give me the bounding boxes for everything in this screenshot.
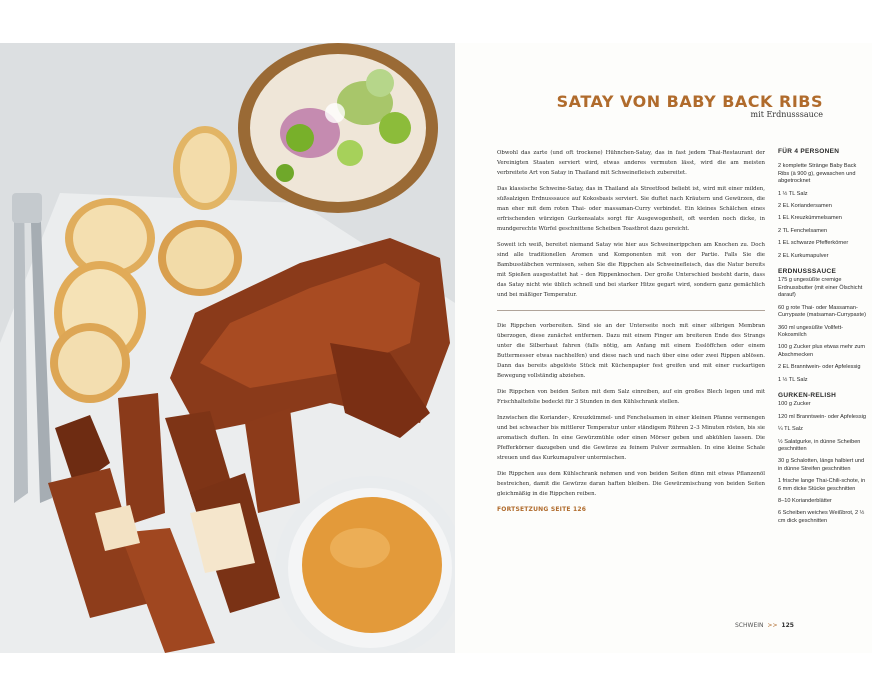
ingredient-item: 60 g rote Thai- oder Massaman-Currypaste (matsaman-Currypaste)	[778, 304, 866, 319]
pickle-bowl-icon	[238, 43, 438, 213]
sauce-heading: ERDNUSSSAUCE	[778, 268, 837, 276]
instructions-column	[497, 148, 765, 515]
ingredient-item: 2 TL Fenchelsamen	[778, 227, 828, 234]
intro-paragraph: Soweit ich weiß, bereitet niemand Satay wie hier aus Schweinerippchen am Knochen zu. Doch sind alle traditionellen Aromen und Komponenten mit von der Partie. Falls Sie die Bambusstäbchen vermissen, sehen Sie die Rippchen als Schweinefleisch, das die Natur bereits mit Spießen ausgestattet hat – den Rippenknochen. Der große Unterschied besteht darin, dass das Satay nicht wie üblich schnell und bei starker Hitze gegart wird, sondern ganz gemächlich und bei mäßiger Temperatur.	[497, 242, 765, 298]
ingredient-item: 30 g Schalotten, längs halbiert und in dünne Streifen geschnitten	[778, 458, 865, 472]
ingredient-item: 175 g ungesüßte cremige Erdnussbutter (mit einer Ölschicht darauf)	[778, 277, 863, 299]
recipe-subtitle: mit Erdnusssauce	[750, 110, 823, 119]
footer-section: SCHWEIN	[735, 622, 764, 629]
servings-heading: FÜR 4 PERSONEN	[778, 148, 840, 155]
ingredient-item: 360 ml ungesüßte Vollfett-Kokosmilch	[778, 324, 843, 338]
section-divider	[497, 310, 765, 311]
ingredient-item: 100 g Zucker	[778, 401, 811, 408]
step-paragraph: Die Rippchen aus dem Kühlschrank nehmen und von beiden Seiten dünn mit etwas Pflanzenöl bestreichen, damit die Gewürze daran haften bleiben. Die Gewürzmischung von beiden Seiten gleichmäßig in die Rippchen reiben.	[497, 471, 765, 497]
ingredient-item: 2 komplette Stränge Baby Back Ribs (à 900 g), gewaschen und abgetrocknet	[778, 163, 857, 185]
ingredient-item: 1 EL Kreuzkümmelsamen	[778, 215, 842, 222]
ingredient-item: 1 frische lange Thai-Chili-schote, in 6 mm dicke Stücke geschnitten	[778, 478, 866, 492]
ingredient-item: 8–10 Korianderblätter	[778, 498, 832, 504]
ingredient-item: 2 EL Kurkumapulver	[778, 252, 829, 259]
step-paragraph: Inzwischen die Koriander-, Kreuzkümmel- und Fenchelsamen in einer kleinen Pfanne vermengen und bei schwacher bis mittlerer Temperatur unter ständigem Rühren 2–3 Minuten rösten, bis sie aromatisch duften. In eine Gewürzmühle oder einen Mörser geben und abkühlen lassen. Die Pfefferkörner dazugeben und die Gewürze zu feinem Pulver zermahlen. In eine kleine Schale streuen und das Kurkumapulver untermischen.	[497, 415, 765, 461]
ingredient-item: 1 ½ TL Salz	[778, 376, 808, 383]
ingredient-item: 2 EL Branntwein- oder Apfelessig	[778, 364, 861, 371]
recipe-title: SATAY VON BABY BACK RIBS	[556, 92, 823, 111]
food-photo	[0, 43, 455, 653]
ingredient-item: ½ Salatgurke, in dünne Scheiben geschnitten	[778, 438, 861, 452]
continued-link[interactable]: FORTSETZUNG SEITE 126	[497, 506, 587, 513]
ingredients-column	[778, 148, 868, 530]
step-paragraph: Die Rippchen vorbereiten. Sind sie an der Unterseite noch mit einer silbrigen Membran überzogen, diese zunächst entfernen. Dazu mit einem Finger am breiteren Ende des Strangs unter die Silberhaut fahren (falls nötig, am Anfang mit einem Esslöffchen oder einem Buttermesser etwas nachhelfen) und diese nach und nach über eine oder zwei Rippen ablösen. Dann das bereits abgelöste Stück mit Küchenpapier fest greifen und mit einer ruckartigen Bewegung vollständig abziehen.	[497, 323, 765, 379]
food-photo-illustration	[0, 43, 455, 653]
intro-paragraph: Obwohl das zarte (und oft trockene) Hühnchen-Satay, das in fast jedem Thai-Restaurant der Vereinigten Staaten serviert wird, etwas anderes vermuten lässt, wird die am meisten verbreitete Art von Satay in Thailand mit Schweinefleisch zubereitet.	[497, 150, 765, 176]
ingredient-item: ¼ TL Salz	[778, 426, 803, 433]
ingredient-item: 6 Scheiben weiches Weißbrot, 2 ½ cm dick geschnitten	[778, 510, 865, 524]
ingredient-item: 120 ml Branntwein- oder Apfelessig	[778, 413, 866, 420]
footer-arrows: >>	[767, 622, 778, 629]
relish-heading: GURKEN-RELISH	[778, 391, 837, 399]
page-number: 125	[781, 622, 794, 629]
ingredient-item: 100 g Zucker plus etwas mehr zum Abschmecken	[778, 344, 866, 358]
ingredient-item: 2 EL Koriandersamen	[778, 203, 832, 210]
ingredient-item: 1 EL schwarze Pfefferkörner	[778, 240, 849, 247]
intro-paragraph: Das klassische Schweine-Satay, das in Thailand als Streetfood beliebt ist, wird mit einer milden, süßsalzigen Erdnusssauce auf Kokosbasis serviert. Sie duftet nach Kräutern und Gewürzen, die man eher mit dem roten Thai- oder massaman-Curry verbindet. Ein kleines Schälchen eines erfrischenden würzigen Gurkensalats sorgt für Ausgewogenheit, oft werden noch dicke, in mundgerechte Würfel geschnittene Scheiben Toastbrot dazu gereicht.	[497, 186, 765, 232]
page-footer	[735, 622, 794, 629]
step-paragraph: Die Rippchen von beiden Seiten mit dem Salz einreiben, auf ein großes Blech legen und mit Frischhaltefolie bedeckt für 3 Stunden in den Kühlschrank stellen.	[497, 389, 765, 405]
ingredient-item: 1 ½ TL Salz	[778, 190, 808, 197]
